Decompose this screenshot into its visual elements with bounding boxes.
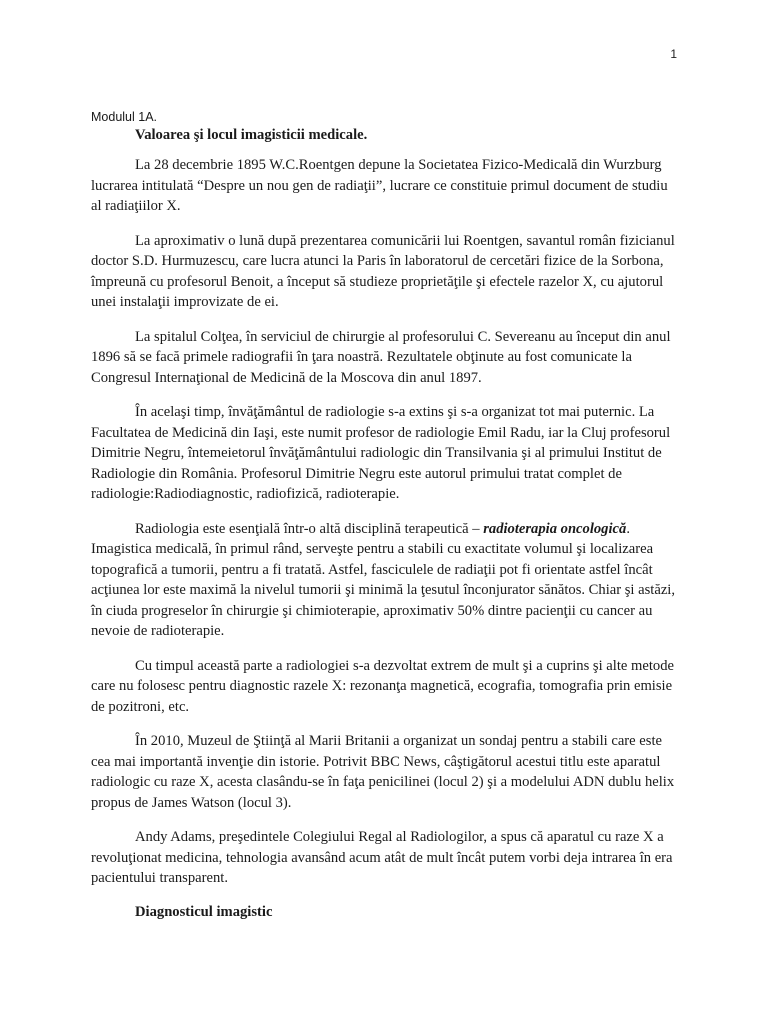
paragraph: În 2010, Muzeul de Ştiinţă al Marii Britanii a organizat un sondaj pentru a stabili care este cea mai importantă invenţie din istorie. Potrivit BBC News, câştigătorul acestui titlu este aparatul radiologic cu raze X, acesta clasându-se în faţa penicilinei (locul 2) şi a modelului ADN dublu helix propus de James Watson (locul 3). (91, 733, 675, 811)
subheading: Diagnosticul imagistic (135, 903, 273, 920)
paragraph: La aproximativ o lună după prezentarea comunicării lui Roentgen, savantul român fizicianul doctor S.D. Hurmuzescu, care lucra atunci la Paris în laboratorul de cercetări fizice de la Sorbona, împreună cu profesorul Benoit, a început să studieze proprietăţile şi efectele razelor X, cu ajutorul unei instalaţii improvizate de ei. (91, 232, 675, 310)
module-label: Modulul 1A. (91, 110, 158, 124)
paragraph: La 28 decembrie 1895 W.C.Roentgen depune la Societatea Fizico-Medicală din Wurzburg lucrarea intitulată “Despre un nou gen de radiaţii”, lucrare ce constituie primul document de studiu al radiaţiilor X. (91, 157, 668, 214)
paragraph-text-after: . Imagistica medicală, în primul rând, serveşte pentru a stabili cu exactitate volumul şi localizarea topografică a tumorii, pentru a fi tratată. Astfel, fasciculele de radiaţii pot fi orientate astfel încât acţiunea lor este maximă la nivelul tumorii şi minimă la ţesutul înconjurator sănătos. Chiar şi astăzi, în ciuda progreselor în chirurgie şi chimioterapie, aproximativ 50% dintre pacienţii cu cancer au nevoie de radioterapie. (91, 520, 676, 639)
paragraph: Cu timpul această parte a radiologiei s-a dezvoltat extrem de mult şi a cuprins şi alte metode care nu folosesc pentru diagnostic razele X: rezonanţa magnetică, ecografia, tomografia prin emisie de pozitroni, etc. (91, 657, 674, 715)
paragraph: În acelaşi timp, învăţământul de radiologie s-a extins şi s-a organizat tot mai puternic. La Facultatea de Medicină din Iaşi, este numit profesor de radiologie Emil Radu, iar la Cluj profesorul Dimitrie Negru, întemeietorul învăţământului radiologic din Transilvania şi al primului Institut de Radiologie din România. Profesorul Dimitrie Negru este autorul primului tratat complet de radiologie:Radiodiagnostic, radiofizică, radioterapie. (91, 404, 671, 502)
paragraph: La spitalul Colţea, în serviciul de chirurgie al profesorului C. Severeanu au început din anul 1896 să se facă primele radiografii în ţara noastră. Rezultatele obţinute au fost comunicate la Congresul Internaţional de Medicină de la Moscova din anul 1897. (91, 328, 671, 386)
page-number: 1 (670, 47, 677, 61)
paragraph: Andy Adams, preşedintele Colegiului Regal al Radiologilor, a spus că aparatul cu raze X a revoluţionat medicina, tehnologia avansând acum atât de mult încât putem vorbi deja intrarea în era pacientului transparent. (91, 829, 673, 886)
emphasized-term: radioterapia oncologică (483, 520, 627, 537)
section-title: Valoarea şi locul imagisticii medicale. (135, 127, 368, 143)
paragraph-with-emphasis (91, 519, 677, 642)
document-body (91, 109, 677, 922)
paragraph-text-before: Radiologia este esenţială într-o altă disciplină terapeutică – (135, 520, 484, 537)
